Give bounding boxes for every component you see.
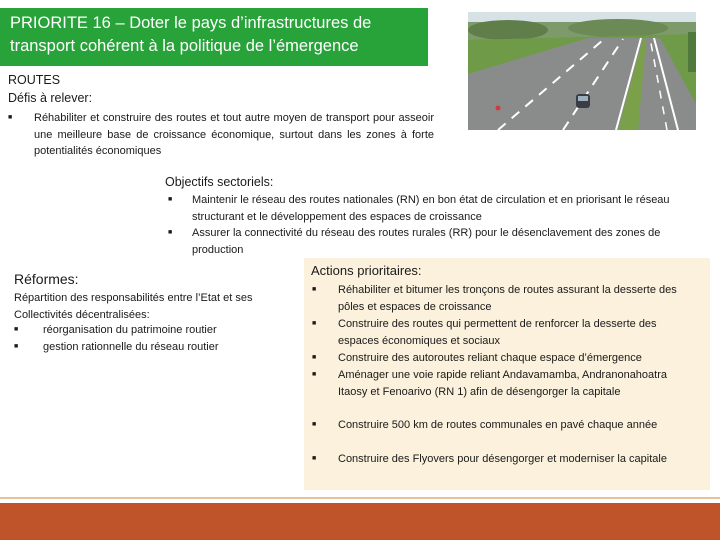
reformes-title: Réformes: (14, 271, 79, 287)
square-bullet-icon: ■ (312, 286, 317, 293)
footer-band (0, 503, 720, 540)
square-bullet-icon: ■ (168, 229, 173, 236)
action-item (312, 367, 702, 400)
objectif-text: Maintenir le réseau des routes nationales (RN) en bon état de circulation et en priorisant le réseau structurant et le développement des espaces de croissance (192, 194, 670, 223)
objectifs-title: Objectifs sectoriels: (165, 175, 274, 189)
action-text: Aménager une voie rapide reliant Andavamamba, Andranonahoatra Itaosy et Fenoarivo (RN 1) afin de désengorger la capitale (338, 369, 668, 398)
slide-title-line-2: transport cohérent à la politique de l’émergence (10, 37, 359, 55)
square-bullet-icon: ■ (312, 421, 317, 428)
reforme-text: réorganisation du patrimoine routier (43, 324, 217, 336)
square-bullet-icon: ■ (14, 326, 19, 333)
square-bullet-icon: ■ (14, 343, 19, 350)
reforme-item (14, 322, 217, 339)
square-bullet-icon: ■ (312, 371, 317, 378)
square-bullet-icon: ■ (312, 455, 317, 462)
square-bullet-icon: ■ (8, 114, 13, 121)
slide-title-line-1: PRIORITE 16 – Doter le pays d’infrastructures de (10, 14, 372, 32)
intro-bullet (8, 110, 436, 160)
square-bullet-icon: ■ (312, 320, 317, 327)
intro-text: Réhabiliter et construire des routes et tout autre moyen de transport pour asseoir une meilleure base de croissance économique, surtout dans les zones à forte potentialités économiques (34, 112, 434, 157)
slide-title (0, 8, 428, 66)
section-title: ROUTES (8, 73, 61, 87)
action-item (312, 350, 702, 367)
action-item (312, 417, 702, 434)
objectif-item (168, 225, 712, 258)
action-text: Construire des autoroutes reliant chaque espace d’émergence (338, 352, 642, 364)
square-bullet-icon: ■ (312, 354, 317, 361)
reforme-item (14, 339, 219, 356)
section-subtitle: Défis à relever: (8, 91, 93, 105)
action-item (312, 451, 702, 468)
objectif-item (168, 192, 712, 225)
footer-divider (0, 497, 720, 499)
action-text: Réhabiliter et bitumer les tronçons de routes assurant la desserte des pôles et espaces de croissance (338, 284, 677, 313)
square-bullet-icon: ■ (168, 196, 173, 203)
highway-photo (468, 12, 696, 130)
action-text: Construire des Flyovers pour désengorger et moderniser la capitale (338, 453, 667, 465)
objectif-text: Assurer la connectivité du réseau des routes rurales (RR) pour le désenclavement des zones de production (192, 227, 661, 256)
action-item (312, 282, 702, 315)
action-text: Construire des routes qui permettent de renforcer la desserte des espaces économiques et sociaux (338, 318, 657, 347)
reformes-text: Répartition des responsabilités entre l’Etat et ses Collectivités décentralisées: (14, 292, 253, 321)
action-text: Construire 500 km de routes communales en pavé chaque année (338, 419, 658, 431)
actions-title: Actions prioritaires: (311, 263, 422, 278)
action-item (312, 316, 702, 349)
reforme-text: gestion rationnelle du réseau routier (43, 341, 219, 353)
